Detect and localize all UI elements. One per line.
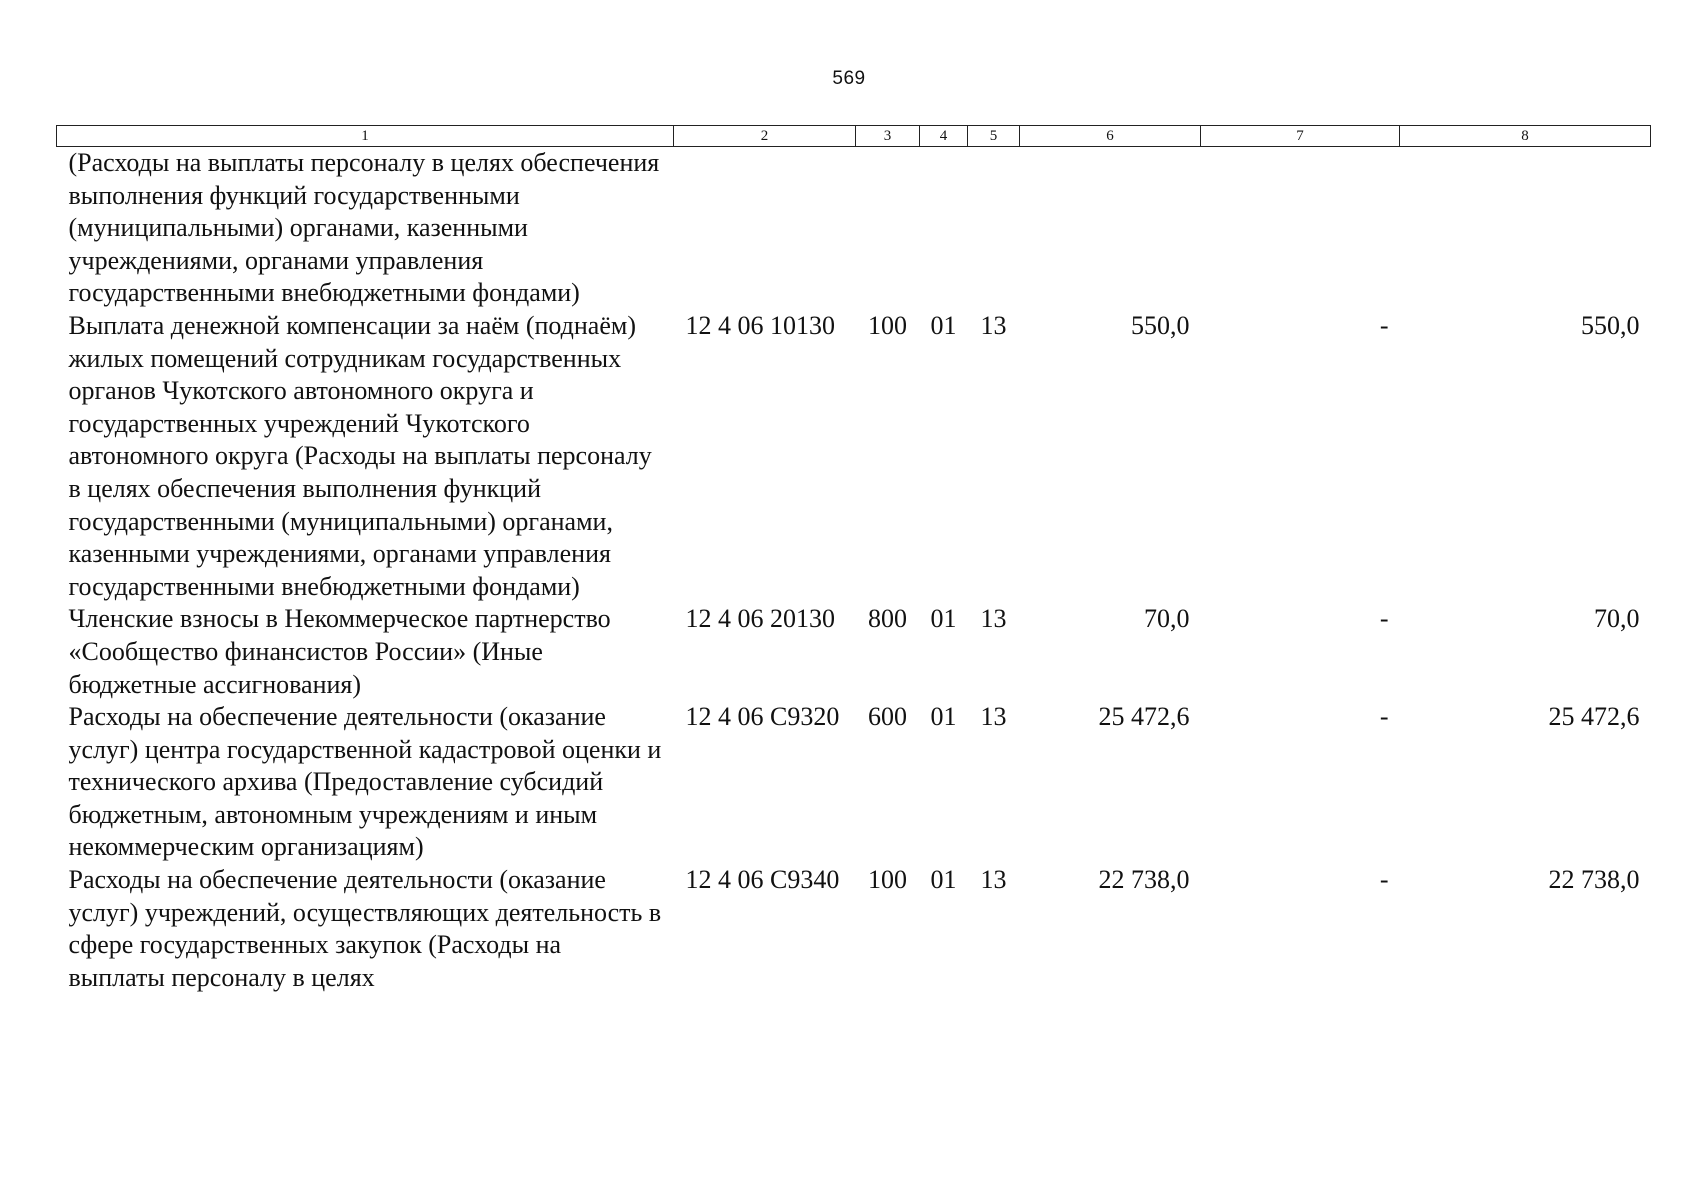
expense-name: Расходы на обеспечение деятельности (оказание услуг) учреждений, осуществляющих деятельность в сфере государственных закупок (Расходы на выплаты персоналу в целях — [68, 865, 662, 992]
column-header: 8 — [1400, 126, 1651, 147]
target-code — [674, 147, 856, 310]
target-code: 12 4 06 С9320 — [685, 702, 840, 732]
section: 01 — [930, 702, 957, 732]
column-header: 7 — [1201, 126, 1400, 147]
amount: 25 472,6 — [1098, 702, 1190, 732]
column-header: 2 — [674, 126, 856, 147]
total: 25 472,6 — [1548, 702, 1640, 732]
expense-type: 100 — [868, 310, 907, 340]
amount: 550,0 — [1131, 310, 1190, 340]
subsection: 13 — [980, 702, 1007, 732]
change: - — [1379, 865, 1389, 895]
header-row — [57, 126, 1651, 147]
table-row — [57, 147, 1651, 310]
expense-type: 100 — [868, 865, 907, 895]
total: 550,0 — [1581, 310, 1640, 340]
subsection: 13 — [980, 604, 1007, 634]
change: - — [1379, 604, 1389, 634]
expense-name: Расходы на обеспечение деятельности (оказание услуг) центра государственной кадастровой оценки и технического архива (Предоставление субсидий бюджетным, автономным учреждениям и иным некоммерческим организациям) — [68, 702, 662, 862]
expense-type: 800 — [868, 604, 907, 634]
expense-type: 600 — [868, 702, 907, 732]
change — [1201, 147, 1400, 310]
column-header: 6 — [1020, 126, 1201, 147]
section — [920, 147, 968, 310]
total: 22 738,0 — [1548, 865, 1640, 895]
expense-name: (Расходы на выплаты персоналу в целях обеспечения выполнения функций государственными (муниципальными) органами, казенными учреждениями, органами управления государственными внебюджетными фондами) — [68, 148, 660, 308]
change: - — [1379, 310, 1389, 340]
subsection: 13 — [980, 310, 1007, 340]
column-header: 5 — [968, 126, 1020, 147]
section: 01 — [930, 604, 957, 634]
amount: 70,0 — [1144, 604, 1190, 634]
subsection — [968, 147, 1020, 310]
column-header: 3 — [856, 126, 920, 147]
target-code: 12 4 06 10130 — [685, 310, 835, 340]
total: 70,0 — [1594, 604, 1640, 634]
change: - — [1379, 702, 1389, 732]
target-code: 12 4 06 20130 — [685, 604, 835, 634]
expense-name: Членские взносы в Некоммерческое партнерство «Сообщество финансистов России» (Иные бюджетные ассигнования) — [68, 604, 611, 699]
section: 01 — [930, 310, 957, 340]
column-header: 4 — [920, 126, 968, 147]
total — [1400, 147, 1651, 310]
table-row — [57, 701, 1651, 864]
table-row — [57, 864, 1651, 994]
expense-name: Выплата денежной компенсации за наём (поднаём) жилых помещений сотрудникам государственных органов Чукотского автономного округа и государственных учреждений Чукотского автономного округа (Расходы на выплаты персоналу в целях обеспечения выполнения функций государственными (муниципальными) органами, казенными учреждениями, органами управления государственными внебюджетными фондами) — [68, 310, 652, 601]
amount: 22 738,0 — [1098, 865, 1190, 895]
column-header: 1 — [57, 126, 674, 147]
expense-type — [856, 147, 920, 310]
budget-table — [56, 125, 1651, 994]
target-code: 12 4 06 С9340 — [685, 865, 840, 895]
section: 01 — [930, 865, 957, 895]
page-number: 569 — [832, 68, 866, 89]
table-row — [57, 310, 1651, 603]
subsection: 13 — [980, 865, 1007, 895]
table-row — [57, 603, 1651, 701]
amount — [1020, 147, 1201, 310]
